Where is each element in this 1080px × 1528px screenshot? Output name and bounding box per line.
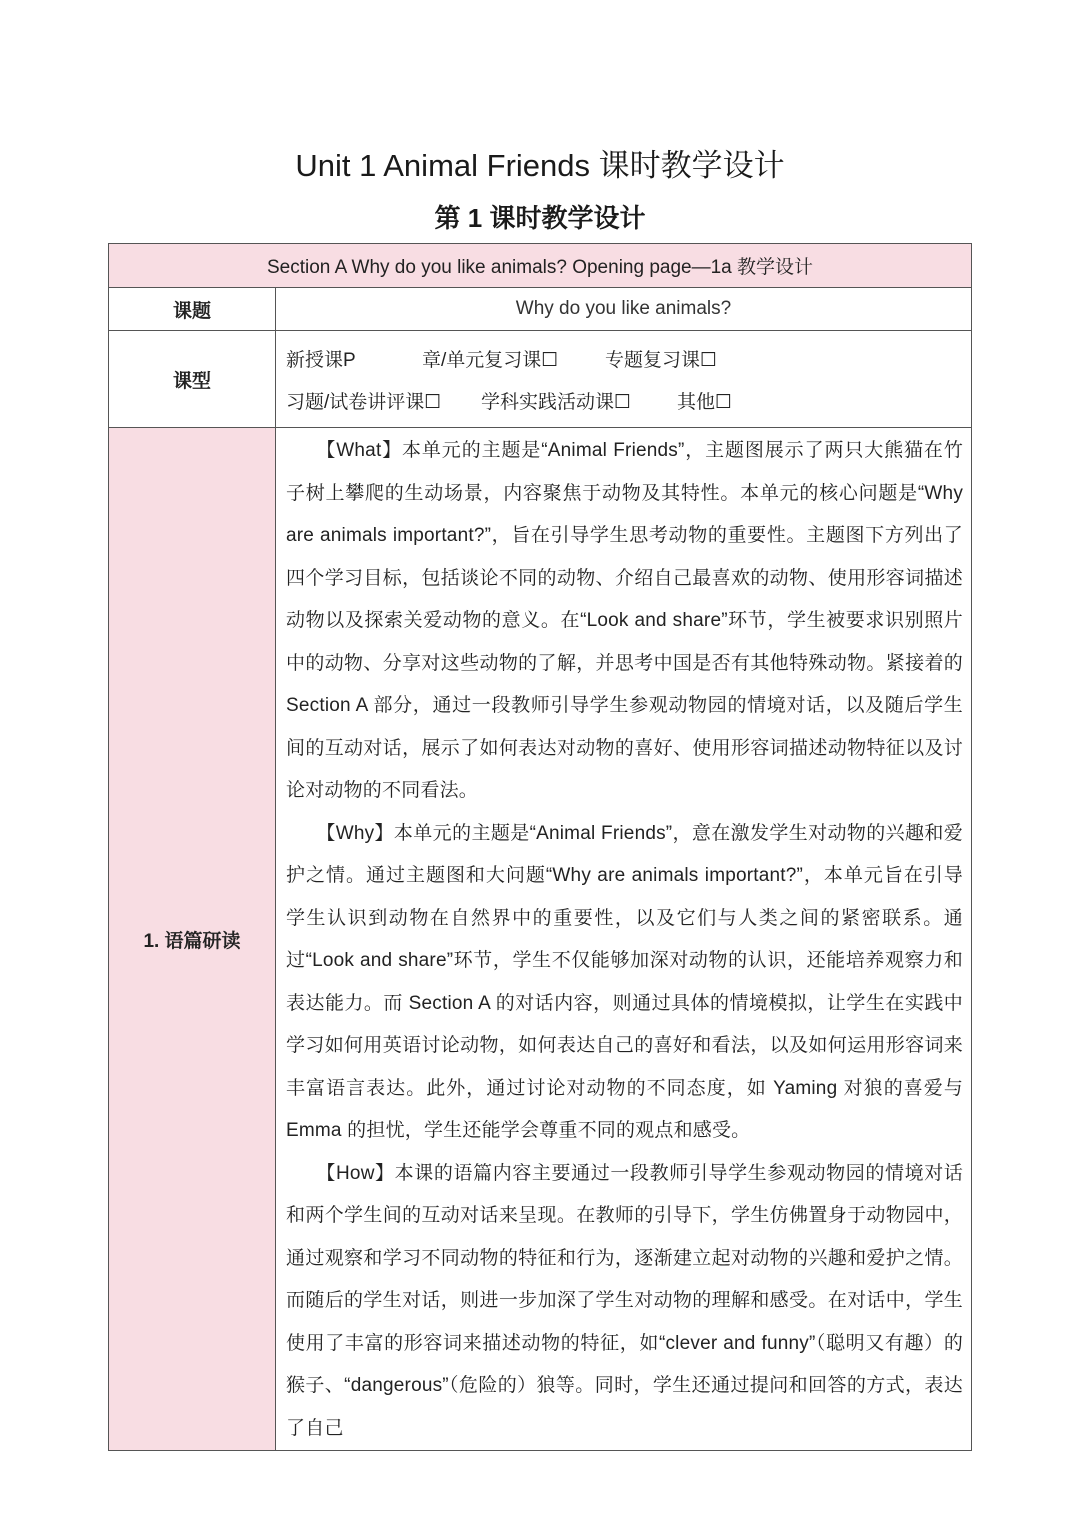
document-title: Unit 1 Animal Friends 课时教学设计 — [295, 148, 785, 183]
lesson-type-row — [109, 331, 972, 428]
topic-value: Why do you like animals? — [276, 288, 972, 331]
lesson-plan-table — [108, 243, 972, 1451]
paragraph-how: 【How】本课的语篇内容主要通过一段教师引导学生参观动物园的情境对话和两个学生间的互动对话来呈现。在教师的引导下，学生仿佛置身于动物园中，通过观察和学习不同动物的特征和行为，逐渐建立起对动物的兴趣和爱护之情。而随后的学生对话，则进一步加深了学生对动物的理解和感受。在对话中，学生使用了丰富的形容词来描述动物的特征，如“clever and funny”（聪明又有趣）的猴子、“dangerous”（危险的）狼等。同时，学生还通过提问和回答的方式，表达了自己 — [286, 1162, 964, 1439]
paragraph-why: 【Why】本单元的主题是“Animal Friends”，意在激发学生对动物的兴趣和爱护之情。通过主题图和大问题“Why are animals important?”，本单元旨在引导学生认识到动物在自然界中的重要性，以及它们与人类之间的紧密联系。通过“Look and share”环节，学生不仅能够加深对动物的认识，还能培养观察力和表达能力。而 Section A 的对话内容，则通过具体的情境模拟，让学生在实践中学习如何用英语讨论动物，如何表达自己的喜好和看法，以及如何运用形容词来丰富语言表达。此外，通过讨论对动物的不同态度，如 Yaming 对狼的喜爱与 Emma 的担忧，学生还能学会尊重不同的观点和感受。 — [286, 822, 964, 1141]
type-option-topic-review: 专题复习课☐ — [605, 349, 718, 371]
lesson-type-options — [276, 331, 972, 428]
topic-row — [109, 288, 972, 331]
topic-label: 课题 — [109, 288, 276, 331]
lesson-type-row-2 — [286, 379, 971, 421]
table-header: Section A Why do you like animals? Opening page—1a 教学设计 — [109, 244, 972, 288]
type-option-new: 新授课P — [286, 349, 356, 371]
text-analysis-row — [109, 428, 972, 1451]
type-option-practice: 学科实践活动课☐ — [481, 391, 632, 413]
type-option-exercise-review: 习题/试卷讲评课☐ — [286, 391, 442, 413]
lesson-subtitle: 第 1 课时教学设计 — [434, 203, 646, 233]
text-analysis-content — [276, 428, 972, 1451]
type-option-other: 其他☐ — [677, 391, 733, 413]
text-analysis-label: 1. 语篇研读 — [109, 428, 276, 1451]
type-option-unit-review: 章/单元复习课☐ — [422, 349, 559, 371]
paragraph-what: 【What】本单元的主题是“Animal Friends”，主题图展示了两只大熊猫在竹子树上攀爬的生动场景，内容聚焦于动物及其特性。本单元的核心问题是“Why are animals important?”，旨在引导学生思考动物的重要性。主题图下方列出了四个学习目标，包括谈论不同的动物、介绍自己最喜欢的动物、使用形容词描述动物以及探索关爱动物的意义。在“Look and share”环节，学生被要求识别照片中的动物、分享对这些动物的了解，并思考中国是否有其他特殊动物。紧接着的 Section A 部分，通过一段教师引导学生参观动物园的情境对话，以及随后学生间的互动对话，展示了如何表达对动物的喜好、使用形容词描述动物特征以及讨论对动物的不同看法。 — [286, 440, 964, 801]
table-header-row — [109, 244, 972, 288]
lesson-type-row-1 — [286, 337, 971, 379]
lesson-type-label: 课型 — [109, 331, 276, 428]
